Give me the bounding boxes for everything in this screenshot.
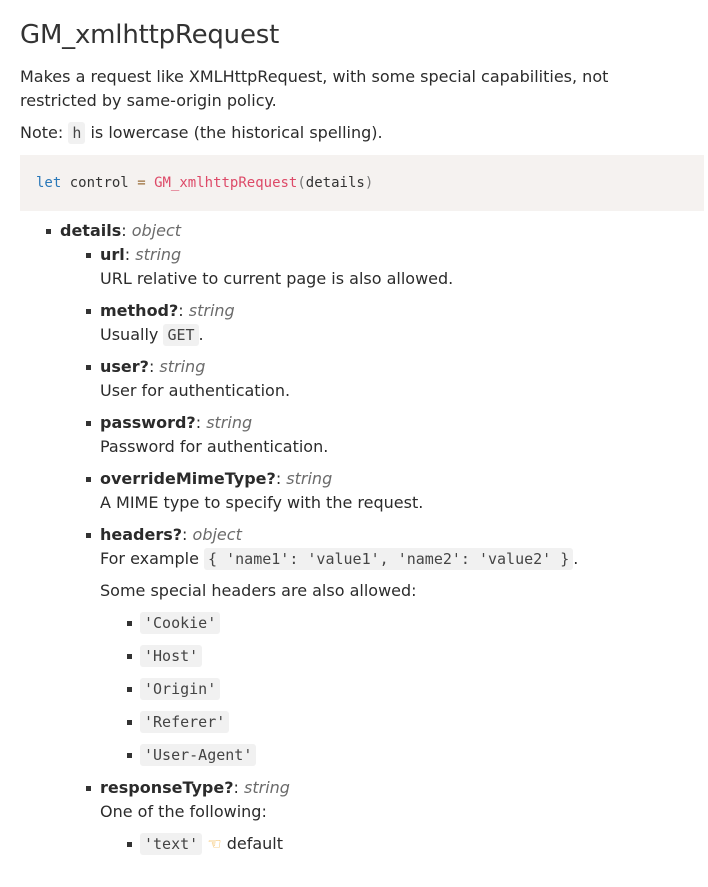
list-item xyxy=(140,710,708,734)
field-type: string xyxy=(206,413,253,432)
field-name: password? xyxy=(100,413,196,432)
header-code: 'Origin' xyxy=(140,678,220,700)
param-separator: : xyxy=(121,221,132,240)
list-item xyxy=(140,832,708,856)
code-keyword: let xyxy=(36,175,62,191)
desc-suffix: . xyxy=(198,325,204,344)
field-name: overrideMimeType? xyxy=(100,469,276,488)
field-separator: : xyxy=(148,357,160,376)
note-suffix: is lowercase (the historical spelling). xyxy=(85,123,383,142)
pointing-hand-icon: ☜ xyxy=(207,834,222,853)
list-item xyxy=(140,611,708,635)
code-close-paren: ) xyxy=(364,175,374,191)
field-name: user? xyxy=(100,357,149,376)
desc-suffix: . xyxy=(573,549,579,568)
code-block xyxy=(20,155,704,211)
field-description: A MIME type to specify with the request. xyxy=(100,493,424,512)
desc-prefix: For example xyxy=(100,549,205,568)
code-operator: = xyxy=(137,175,146,191)
headers-extra: Some special headers are also allowed: xyxy=(100,581,417,600)
field-type: string xyxy=(159,357,206,376)
field-type: string xyxy=(244,778,290,797)
field-separator: : xyxy=(275,469,287,488)
field-separator: : xyxy=(124,245,136,264)
field-name: headers? xyxy=(100,525,183,544)
field-separator: : xyxy=(182,525,193,544)
note-prefix: Note: xyxy=(20,123,69,142)
special-headers-list xyxy=(100,611,708,767)
field-description: URL relative to current page is also allowed. xyxy=(100,269,454,288)
field-description: User for authentication. xyxy=(100,381,291,400)
param-name: details xyxy=(60,221,122,240)
desc-code: GET xyxy=(163,324,198,346)
field-override-mime-type xyxy=(100,467,708,515)
field-type: object xyxy=(192,525,242,544)
field-separator: : xyxy=(178,301,189,320)
field-url xyxy=(100,243,708,291)
field-description: Password for authentication. xyxy=(100,437,329,456)
field-name: method? xyxy=(100,301,179,320)
field-description xyxy=(100,547,708,571)
note xyxy=(20,121,708,145)
desc-code: { 'name1': 'value1', 'name2': 'value2' } xyxy=(204,548,573,570)
field-password xyxy=(100,411,708,459)
field-separator: : xyxy=(195,413,207,432)
param-type: object xyxy=(131,221,182,240)
param-details xyxy=(60,219,708,856)
code-argument: details xyxy=(305,175,365,191)
page-title: GM_xmlhttpRequest xyxy=(20,20,280,50)
response-type-list xyxy=(100,832,708,856)
field-description xyxy=(100,323,708,347)
code-function: GM_xmlhttpRequest xyxy=(154,175,298,191)
list-item xyxy=(140,677,708,701)
response-type-code: 'text' xyxy=(140,833,202,855)
field-method xyxy=(100,299,708,347)
field-type: string xyxy=(135,245,182,264)
field-name: responseType? xyxy=(100,778,234,797)
default-note: default xyxy=(226,834,284,853)
field-description: One of the following: xyxy=(100,802,267,821)
note-code: h xyxy=(68,122,85,144)
desc-prefix: Usually xyxy=(100,325,164,344)
header-code: 'Host' xyxy=(140,645,202,667)
code-open-paren: ( xyxy=(297,175,306,191)
field-headers xyxy=(100,523,708,767)
header-code: 'Referer' xyxy=(140,711,229,733)
header-code: 'Cookie' xyxy=(140,612,220,634)
header-code: 'User-Agent' xyxy=(140,744,256,766)
list-item xyxy=(140,743,708,767)
field-type: string xyxy=(188,301,235,320)
param-list xyxy=(20,219,708,856)
field-name: url xyxy=(100,245,125,264)
field-response-type xyxy=(100,776,708,856)
code-variable: control xyxy=(69,175,129,191)
field-type: string xyxy=(286,469,333,488)
list-item xyxy=(140,644,708,668)
description: Makes a request like XMLHttpRequest, with some special capabilities, not restricted by same-origin policy. xyxy=(20,67,609,110)
field-user xyxy=(100,355,708,403)
details-fields xyxy=(60,243,708,856)
field-separator: : xyxy=(233,778,244,797)
